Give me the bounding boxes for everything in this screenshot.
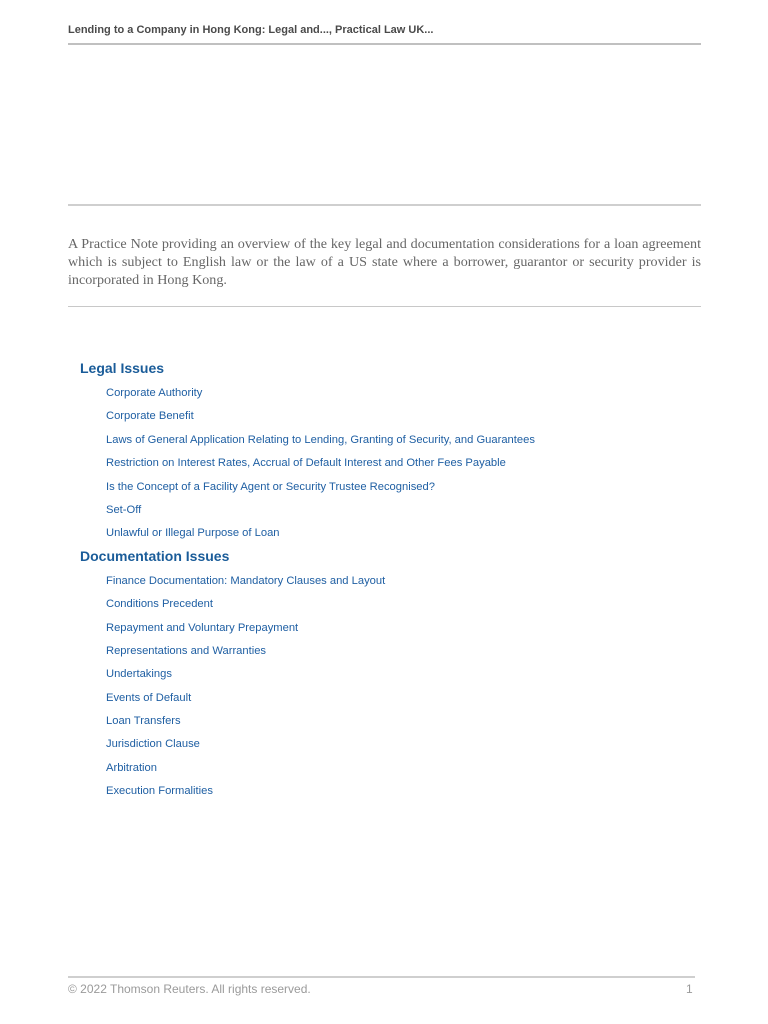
toc-link-set-off[interactable]: Set-Off: [106, 503, 142, 516]
toc-link-undertakings[interactable]: Undertakings: [106, 668, 172, 681]
toc-heading-legal-issues[interactable]: Legal Issues: [80, 360, 165, 376]
abstract-bottom-divider: [68, 306, 701, 307]
toc-link-unlawful-purpose[interactable]: Unlawful or Illegal Purpose of Loan: [106, 527, 280, 540]
toc-link-events-of-default[interactable]: Events of Default: [106, 691, 192, 704]
toc-link-repayment[interactable]: Repayment and Voluntary Prepayment: [106, 621, 299, 634]
document-title: Lending to a Company in Hong Kong: Legal and..., Practical Law UK...: [68, 24, 434, 36]
toc-link-jurisdiction-clause[interactable]: Jurisdiction Clause: [106, 738, 200, 751]
toc-link-execution-formalities[interactable]: Execution Formalities: [106, 785, 213, 798]
abstract-text: A Practice Note providing an overview of the key legal and documentation considerations for a loan agreement which is subject to English law or the law of a US state where a borrower, guarantor or security provider is incorporated in Hong Kong.: [68, 236, 701, 288]
abstract-top-divider: [68, 204, 701, 206]
toc-link-laws-of-general-application[interactable]: Laws of General Application Relating to Lending, Granting of Security, and Guarantees: [106, 433, 535, 446]
page-number: 1: [686, 982, 693, 996]
footer-divider: [68, 976, 695, 978]
toc-link-restriction-on-interest-rates[interactable]: Restriction on Interest Rates, Accrual of Default Interest and Other Fees Payable: [106, 457, 506, 470]
toc-link-finance-documentation[interactable]: Finance Documentation: Mandatory Clauses and Layout: [106, 574, 386, 587]
header-divider: [68, 43, 701, 45]
toc-link-arbitration[interactable]: Arbitration: [106, 761, 157, 774]
toc-heading-documentation-issues[interactable]: Documentation Issues: [80, 547, 230, 564]
copyright-notice: © 2022 Thomson Reuters. All rights reserved.: [68, 982, 311, 996]
toc-link-facility-agent-concept[interactable]: Is the Concept of a Facility Agent or Security Trustee Recognised?: [106, 480, 435, 493]
table-of-contents: [80, 358, 700, 804]
toc-link-corporate-benefit[interactable]: Corporate Benefit: [106, 410, 194, 423]
toc-link-loan-transfers[interactable]: Loan Transfers: [106, 715, 181, 728]
toc-link-representations[interactable]: Representations and Warranties: [106, 644, 267, 657]
toc-link-corporate-authority[interactable]: Corporate Authority: [106, 387, 203, 399]
toc-link-conditions-precedent[interactable]: Conditions Precedent: [106, 598, 213, 611]
